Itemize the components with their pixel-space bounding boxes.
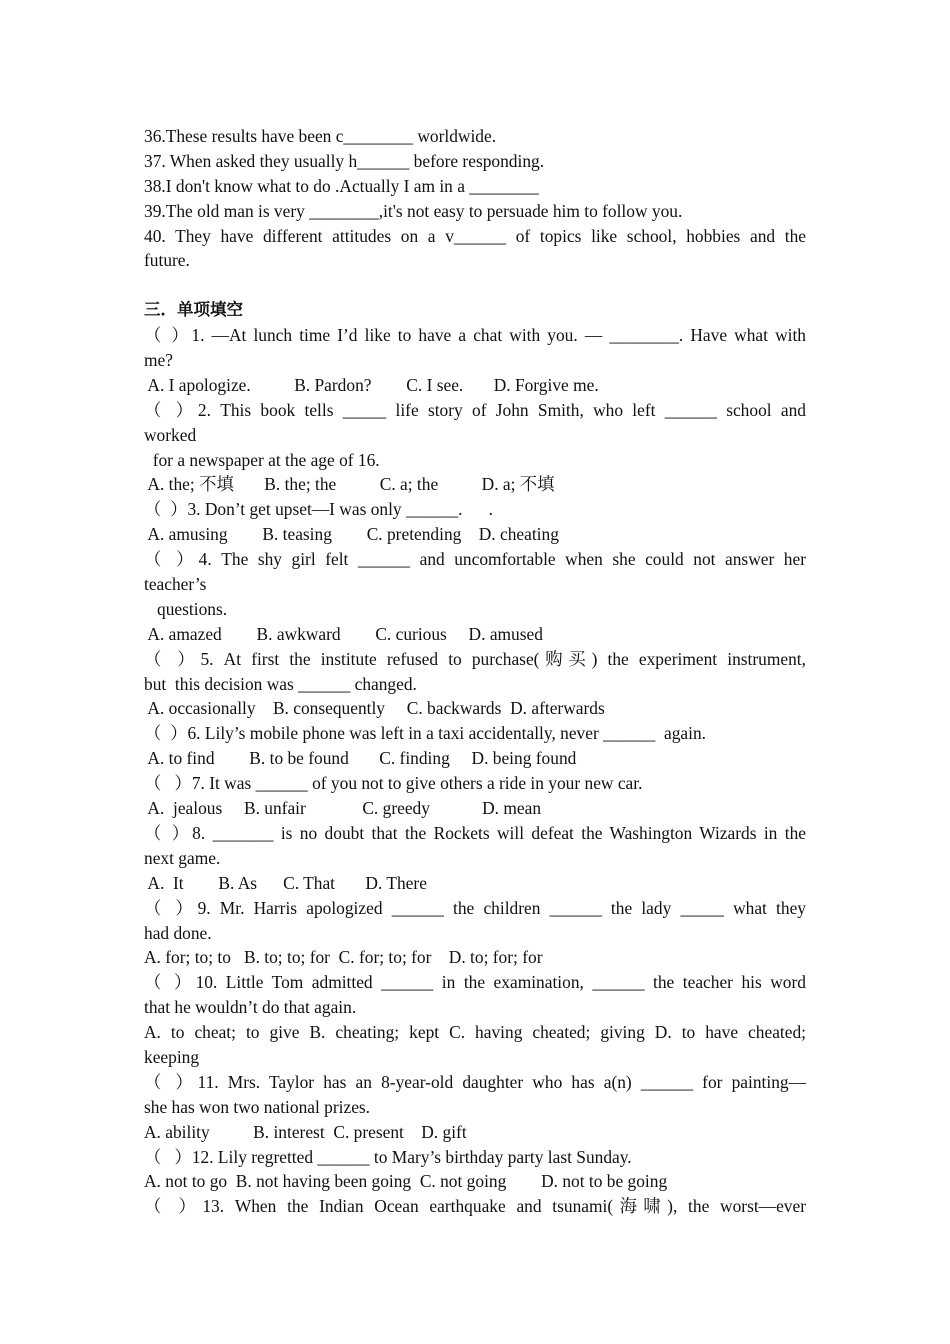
text-line: （ ）6. Lily’s mobile phone was left in a taxi accidentally, never ______ again.	[144, 723, 706, 744]
text-line: （ ）13. When the Indian Ocean earthquake and tsunami(海啸), the worst—ever	[144, 1196, 806, 1217]
question-39: 39.The old man is very ________,it's not easy to persuade him to follow you.	[144, 200, 683, 221]
text-line: （ ）4. The shy girl felt ______ and uncomfortable when she could not answer her	[144, 549, 806, 570]
text-line: but this decision was ______ changed.	[144, 673, 417, 694]
text-line: A. amusing B. teasing C. pretending D. cheating	[144, 524, 559, 545]
text-line: A. not to go B. not having been going C. not going D. not to be going	[144, 1171, 668, 1192]
text-line: A. amazed B. awkward C. curious D. amused	[144, 623, 543, 644]
question-38: 38.I don't know what to do .Actually I am in a ________	[144, 175, 539, 196]
text-line: A. occasionally B. consequently C. backwards D. afterwards	[144, 698, 605, 719]
text-line: A. to cheat; to give B. cheating; kept C. having cheated; giving D. to have cheated;	[144, 1022, 806, 1043]
text-line: A. to find B. to be found C. finding D. being found	[144, 748, 577, 769]
text-line: A. I apologize. B. Pardon? C. I see. D. Forgive me.	[144, 374, 599, 395]
text-line: （ ）7. It was ______ of you not to give others a ride in your new car.	[144, 773, 643, 794]
document-page	[144, 124, 806, 1219]
text-line: for a newspaper at the age of 16.	[144, 449, 380, 470]
text-line: （ ）1. —At lunch time I’d like to have a chat with you. — ________. Have what with	[144, 325, 806, 346]
text-line: A. for; to; to B. to; to; for C. for; to; for D. to; for; for	[144, 947, 543, 968]
text-line: （ ）8. _______ is no doubt that the Rockets will defeat the Washington Wizards in the	[144, 822, 806, 843]
text-line: （ ）10. Little Tom admitted ______ in the examination, ______ the teacher his word	[144, 972, 806, 993]
text-line: had done.	[144, 922, 212, 943]
text-line: （ ）5. At first the institute refused to purchase(购买) the experiment instrument,	[144, 648, 806, 669]
text-line: A. the; 不填 B. the; the C. a; the D. a; 不填	[144, 474, 555, 495]
section-title: 三．单项填空	[144, 300, 243, 320]
text-line: （ ）3. Don’t get upset—I was only ______. .	[144, 499, 493, 520]
multiple-choice-section	[144, 323, 806, 1219]
text-line: questions.	[144, 598, 228, 619]
question-37: 37. When asked they usually h______ before responding.	[144, 150, 545, 171]
question-36: 36.These results have been c________ worldwide.	[144, 126, 497, 146]
text-line: that he wouldn’t do that again.	[144, 997, 357, 1018]
question-40-continued: future.	[144, 250, 190, 271]
text-line: next game.	[144, 847, 221, 868]
fill-in-section	[144, 124, 806, 273]
text-line: （ ）12. Lily regretted ______ to Mary’s birthday party last Sunday.	[144, 1146, 632, 1167]
text-line: A. It B. As C. That D. There	[144, 872, 427, 893]
text-line: teacher’s	[144, 574, 207, 595]
text-line: （ ）11. Mrs. Taylor has an 8-year-old daughter who has a(n) ______ for painting—	[144, 1071, 806, 1092]
text-line: （ ）2. This book tells _____ life story of John Smith, who left ______ school and	[144, 399, 806, 420]
text-line: A. jealous B. unfair C. greedy D. mean	[144, 798, 542, 819]
text-line: （ ）9. Mr. Harris apologized ______ the children ______ the lady _____ what they	[144, 897, 806, 918]
text-line: she has won two national prizes.	[144, 1096, 371, 1117]
text-line: A. ability B. interest C. present D. gift	[144, 1121, 467, 1142]
question-40: 40. They have different attitudes on a v______ of topics like school, hobbies and the	[144, 225, 806, 246]
text-line: worked	[144, 424, 197, 445]
section-gap	[144, 273, 806, 298]
text-line: keeping	[144, 1046, 200, 1067]
text-line: me?	[144, 350, 173, 371]
